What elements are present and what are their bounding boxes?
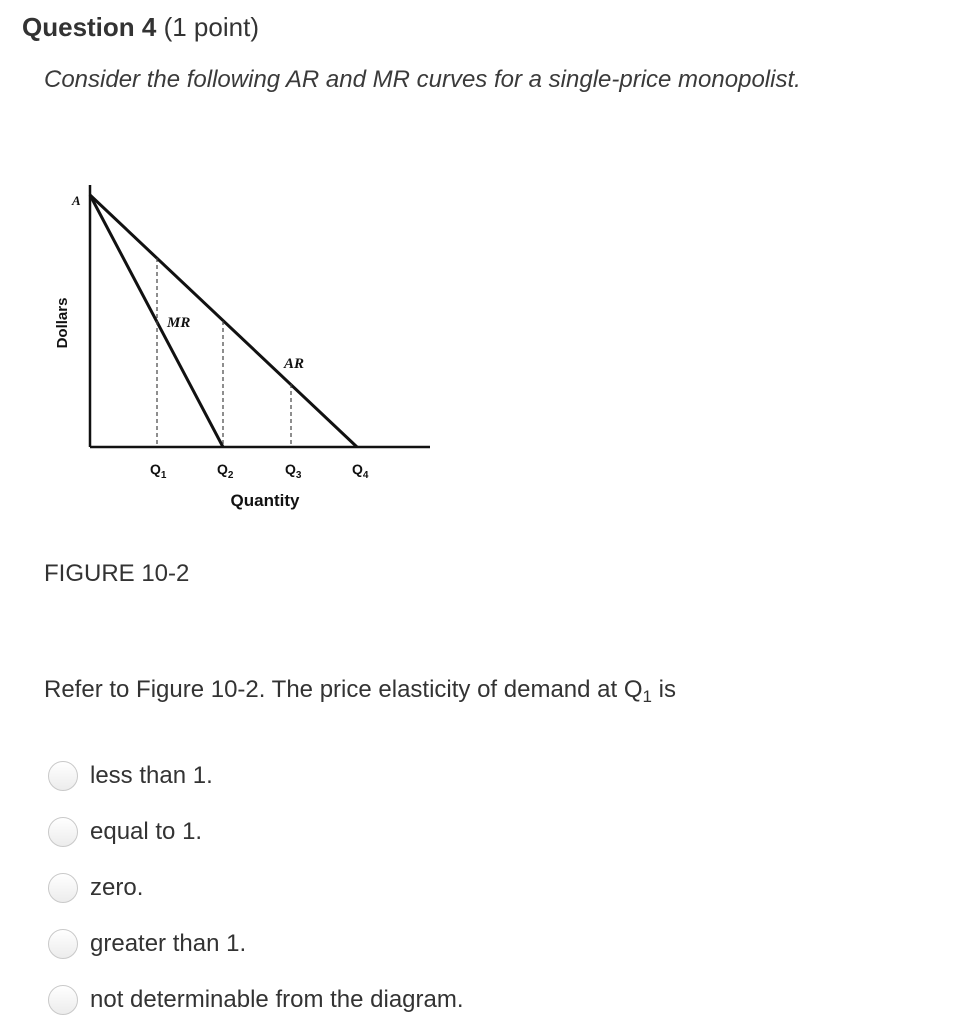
radio-button[interactable] (48, 985, 78, 1015)
question-prompt-prefix: Refer to Figure 10-2. The price elasticity of demand at Q (44, 676, 643, 703)
answer-option-label[interactable]: not determinable from the diagram. (90, 986, 464, 1013)
answer-option-label[interactable]: equal to 1. (90, 818, 203, 845)
radio-button[interactable] (48, 873, 78, 903)
q1-tick-label: $Q_1$ (150, 461, 167, 481)
radio-button[interactable] (48, 761, 78, 791)
intercept-label: A (72, 193, 81, 208)
y-axis-label: Dollars (54, 297, 71, 349)
radio-button[interactable] (48, 817, 78, 847)
question-intro: Consider the following AR and MR curves for a single-price monopolist. (44, 66, 801, 93)
answer-option-label[interactable]: greater than 1. (90, 930, 247, 957)
question-prompt-suffix: is (651, 676, 676, 703)
answer-options (48, 748, 464, 1028)
question-prompt-subscript: 1 (642, 687, 652, 706)
q3-tick-label: $Q_3$ (285, 461, 302, 481)
radio-button[interactable] (48, 929, 78, 959)
answer-option[interactable] (48, 860, 464, 916)
x-axis-label: Quantity (230, 491, 300, 510)
question-prompt (44, 676, 676, 707)
q2-tick-label: $Q_2$ (217, 461, 234, 481)
figure-caption: FIGURE 10-2 (44, 560, 190, 587)
answer-option[interactable] (48, 804, 464, 860)
ar-label: AR (284, 356, 305, 372)
question-points: (1 point) (163, 12, 259, 42)
answer-option[interactable] (48, 972, 464, 1028)
question-title: Question 4 (22, 12, 157, 42)
question-header (22, 12, 259, 42)
answer-option-label[interactable]: zero. (90, 874, 144, 901)
monopolist-figure (40, 175, 440, 520)
q4-tick-label: $Q_4$ (352, 461, 369, 481)
mr-label: MR (167, 315, 191, 331)
answer-option[interactable] (48, 748, 464, 804)
answer-option[interactable] (48, 916, 464, 972)
answer-option-label[interactable]: less than 1. (90, 762, 213, 789)
